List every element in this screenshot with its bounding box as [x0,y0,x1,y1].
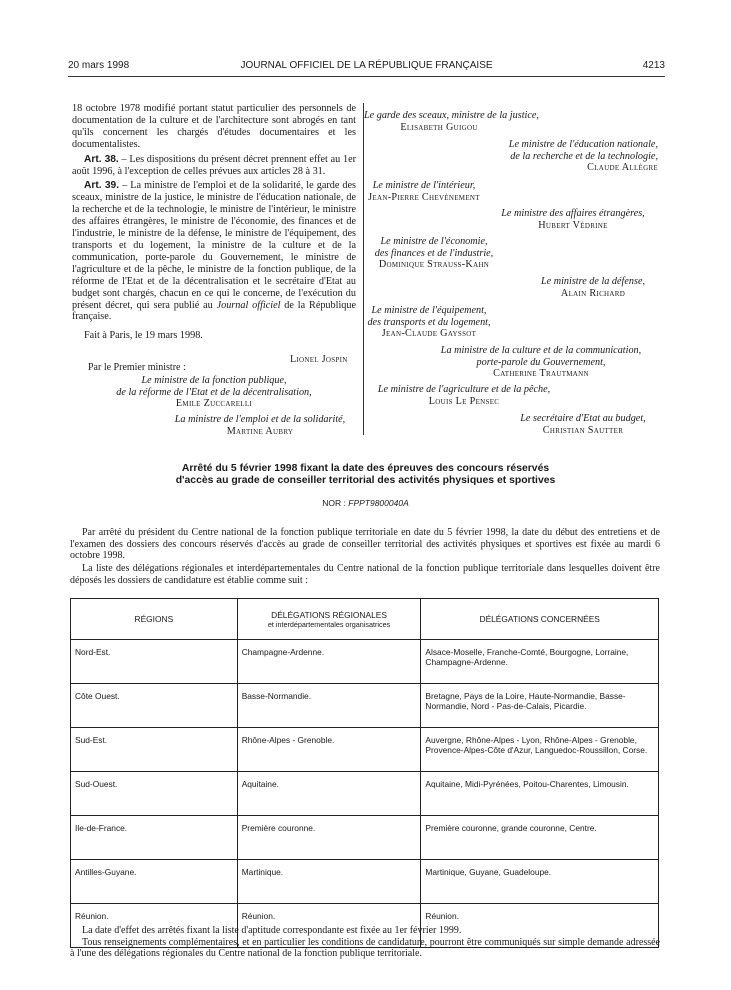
economie-role-2: des finances et de l'industrie, [374,247,494,259]
issue-date: 20 mars 1998 [68,60,130,71]
concerned-cell: Auvergne, Rhône-Alpes - Lyon, Rhône-Alpes - Grenoble, Provence-Alpes-Côte d'Azur, Languedoc-Roussillon, Corse. [421,728,659,772]
article-38-label: Art. 38. [84,153,119,165]
delegation-cell: Aquitaine. [237,772,421,816]
nor-reference [60,498,671,508]
signature-culture [424,345,658,380]
economie-role-1: Le ministre de l'économie, [380,236,488,247]
page-number: 4213 [642,60,665,71]
footer-paragraph-1: La date d'effet des arrêtés fixant la liste d'aptitude correspondante est fixée au 1er février 1999. [82,925,462,936]
delegation-cell: Champagne-Ardenne. [237,640,421,684]
region-cell: Sud-Est. [71,728,238,772]
signature-affaires-etrangeres [488,208,658,231]
fonction-publique-name: Emile Zuccarelli [175,398,253,409]
education-role-2: de la recherche et de la technologie, [510,150,658,162]
table-header-row [71,599,659,640]
article-39 [72,180,356,323]
concerned-cell: Première couronne, grande couronne, Centre. [421,816,659,860]
signing-place-date: Fait à Paris, le 19 mars 1998. [84,330,203,342]
arrete-title-line-2: d'accès au grade de conseiller territorial des activités physiques et sportives [175,475,556,486]
signature-equipement [364,305,494,340]
signature-economie [364,236,504,271]
footer-paragraph-2: Tous renseignements complémentaires, et en particulier les conditions de candidature, pourront être communiqués sur simple demande adressée à l'une des délégations régionales du Centre national de la fonction publique territoriale. [70,936,660,959]
header-regions-label: RÉGIONS [134,614,174,624]
article-39-label: Art. 39. [84,180,120,192]
concerned-cell: Alsace-Moselle, Franche-Comté, Bourgogne, Lorraine, Champagne-Ardenne. [421,640,659,684]
agriculture-role: Le ministre de l'agriculture et de la pêche, [377,384,551,395]
affaires-etrangeres-name: Hubert Védrine [538,219,608,231]
equipement-role-2: des transports et du logement, [367,316,491,328]
arrete-paragraph-1-text: Par arrêté du président du Centre national de la fonction publique territoriale en date du 5 février 1998, la date du début des entretiens et de l'examen des dossiers des concours réservés d'accès au grade de conseiller territorial des activités physiques et sportives est fixée au mardi 6 octobre 1998. [70,527,660,561]
left-column [72,103,356,342]
table-row [71,816,659,860]
arrete-title-line-1: Arrêté du 5 février 1998 fixant la date des épreuves des concours réservés [181,463,550,474]
delegation-cell: Rhône-Alpes - Grenoble. [237,728,421,772]
arrete-paragraph-1 [70,527,660,562]
decree-intro: 18 octobre 1978 modifié portant statut particulier des personnels de documentation de la culture et de l'architecture sont abrogés en tant qu'ils concernent les chargés d'études documentaires et les documentalistes. [72,103,356,150]
education-role-1: Le ministre de l'éducation nationale, [508,139,658,150]
agriculture-name: Louis Le Pensec [428,395,500,407]
concerned-cell: Bretagne, Pays de la Loire, Haute-Normandie, Basse-Normandie, Nord - Pas-de-Calais, Picardie. [421,684,659,728]
article-39-end: de la République française. [72,299,356,323]
prime-minister-name: Lionel Jospin [290,354,348,365]
fonction-publique-role-2: de la réforme de l'Etat et de la décentralisation, [116,386,312,398]
table-row [71,860,659,904]
concerned-cell: Aquitaine, Midi-Pyrénées, Poitou-Charentes, Limousin. [421,772,659,816]
signature-education [430,139,658,174]
nor-code: FPPT9800040A [348,498,409,508]
culture-role-1: La ministre de la culture et de la communication, [440,345,642,356]
signature-defense [528,276,658,299]
equipement-name: Jean-Claude Gayssot [381,328,477,339]
emploi-name: Martine Aubry [226,425,294,437]
journal-officiel-ref: Journal officiel [216,299,281,311]
header-delegations-regionales [237,599,421,640]
interieur-role: Le ministre de l'intérieur, [372,180,476,191]
region-cell: Sud-Ouest. [71,772,238,816]
article-38-text: – Les dispositions du présent décret prennent effet au 1er août 1996, à l'exception de celles prévues aux articles 28 à 31. [72,153,356,177]
table-row [71,684,659,728]
signature-prime-minister [290,349,348,367]
education-name: Claude Allègre [587,162,658,173]
delegation-cell: Basse-Normandie. [237,684,421,728]
article-39-text: – La ministre de l'emploi et de la solidarité, le garde des sceaux, ministre de la justice, le ministre de l'éducation nationale, de la recherche et de la technologie, le ministre de l'intérieur, le ministre des affaires étrangères, le ministre de l'économie, des finances et de l'industrie, le ministre de la défense, le ministre de l'équipement, des transports et du logement, la ministre de la culture et de la communication, porte-parole du Gouvernement, le ministre de l'agriculture et de la pêche, le ministre de la fonction publique, de la réforme de l'Etat et de la décentralisation et le secrétaire d'Etat au budget sont chargés, chacun en ce qui le concerne, de l'exécution du présent décret, qui sera publié au [72,180,356,311]
signature-fonction-publique [72,375,356,410]
affaires-etrangeres-role: Le ministre des affaires étrangères, [501,208,645,219]
signature-justice [364,110,539,133]
culture-name: Catherine Trautmann [493,368,589,379]
header-delegations-label: DÉLÉGATIONS RÉGIONALES [271,609,387,620]
header-regions [71,599,238,640]
budget-role: Le secrétaire d'Etat au budget, [520,413,646,424]
region-cell: Antilles-Guyane. [71,860,238,904]
budget-name: Christian Sautter [542,424,624,436]
signature-emploi [140,414,380,437]
signature-agriculture [364,384,564,407]
table-row [71,772,659,816]
journal-title: JOURNAL OFFICIEL DE LA RÉPUBLIQUE FRANÇAISE [240,60,493,71]
region-cell: Côte Ouest. [71,684,238,728]
interieur-name: Jean-Pierre Chevènement [368,191,480,203]
justice-name: Elisabeth Guigou [400,121,478,133]
emploi-role: La ministre de l'emploi et de la solidarité, [174,414,346,425]
culture-role-2: porte-parole du Gouvernement, [476,356,606,368]
economie-name: Dominique Strauss-Kahn [378,259,490,270]
delegation-cell: Première couronne. [237,816,421,860]
article-38 [72,154,356,178]
header-delegations-sublabel: et interdépartementales organisatrices [267,619,391,629]
region-cell: Nord-Est. [71,640,238,684]
page-header [68,60,665,74]
header-delegations-concernees [421,599,659,640]
nor-label: NOR : [322,498,349,508]
region-cell: Réunion. [71,904,238,948]
concerned-cell: Réunion. [421,904,659,948]
header-rule [68,76,665,77]
signature-interieur [364,180,484,203]
arrete-paragraph-2-text: La liste des délégations régionales et interdépartementales du Centre national de la fonction publique territoriale dans lesquelles doivent être déposés les dossiers de candidature est établie comme suit : [70,563,660,586]
concerned-cell: Martinique, Guyane, Guadeloupe. [421,860,659,904]
table-row [71,728,659,772]
region-cell: Ile-de-France. [71,816,238,860]
table-row [71,640,659,684]
signature-budget [508,413,658,436]
defense-role: Le ministre de la défense, [540,276,646,287]
delegation-cell: Réunion. [237,904,421,948]
delegations-table [70,598,659,948]
delegation-cell: Martinique. [237,860,421,904]
justice-role: Le garde des sceaux, ministre de la justice, [364,110,539,121]
defense-name: Alain Richard [560,287,626,299]
arrete-title [60,463,671,487]
fonction-publique-role-1: Le ministre de la fonction publique, [141,375,287,386]
equipement-role-1: Le ministre de l'équipement, [371,305,487,316]
arrete-paragraph-2 [70,563,660,586]
footer-text [70,925,660,960]
header-concernees-label: DÉLÉGATIONS CONCERNÉES [479,614,600,624]
par-premier-ministre: Par le Premier ministre : [88,362,186,373]
